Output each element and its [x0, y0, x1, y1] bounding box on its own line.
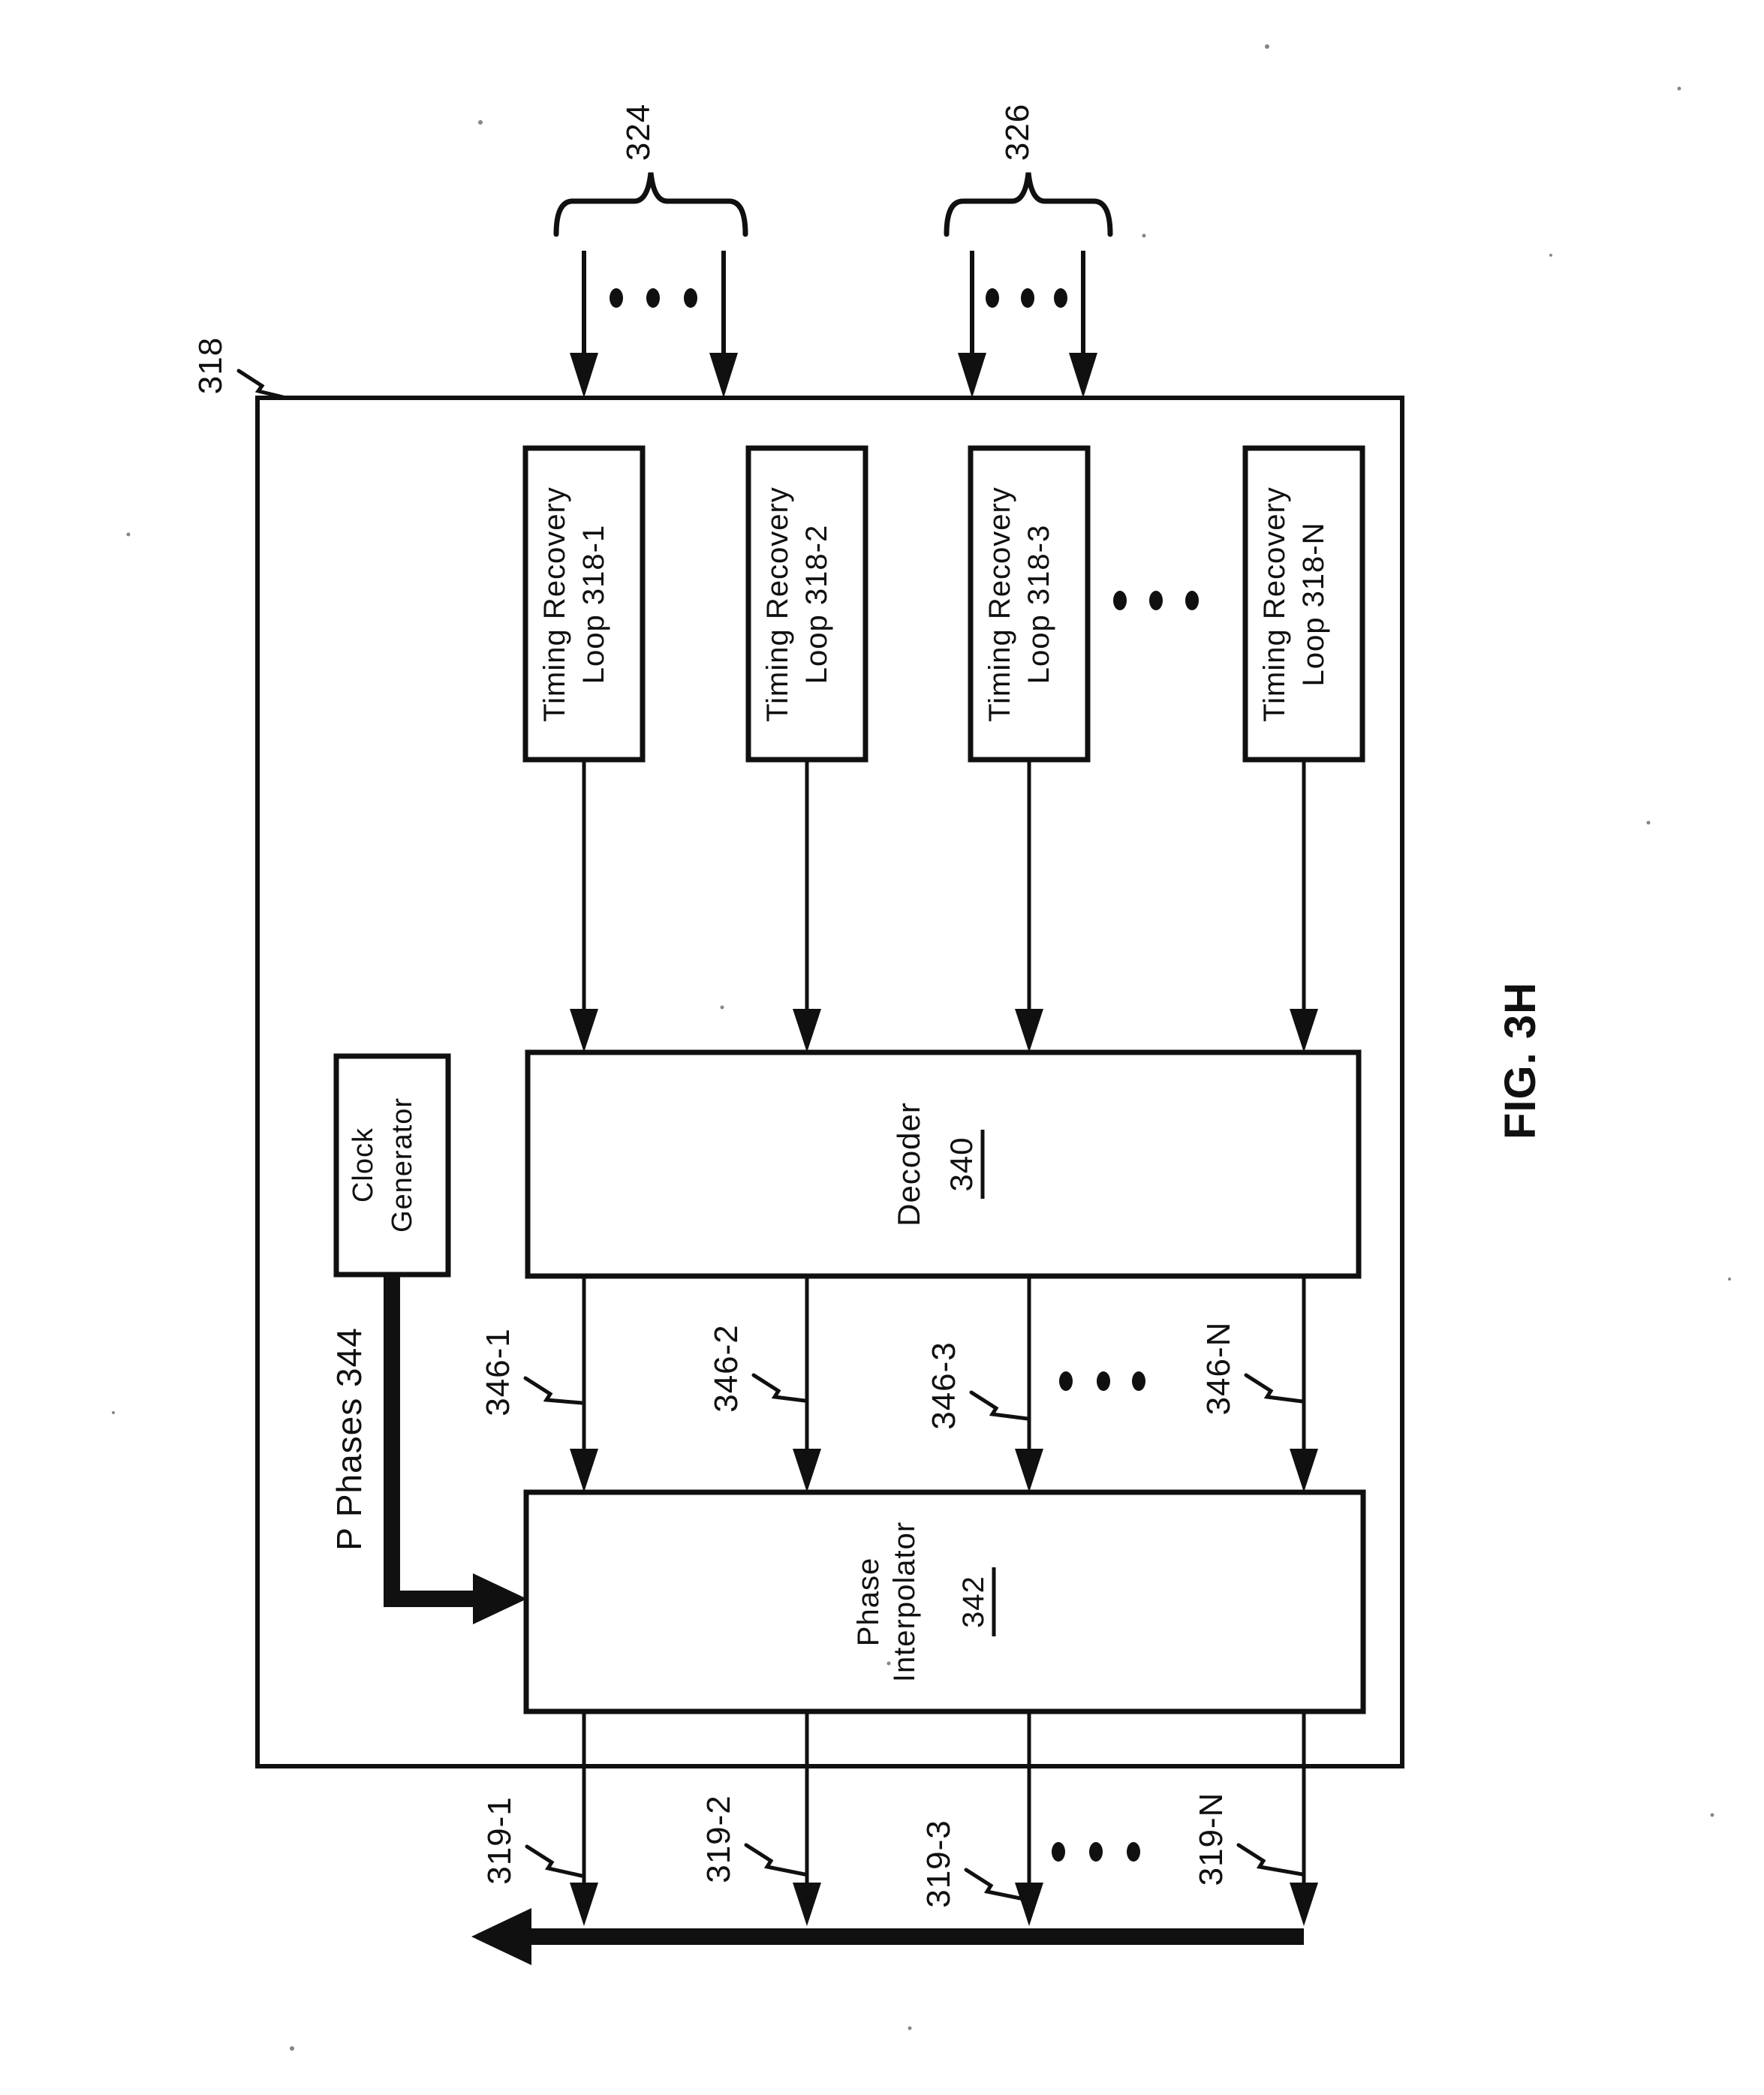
timing-loop-2-line1: Timing Recovery: [761, 486, 794, 722]
loop-to-decoder-arrowheads: [570, 1009, 1318, 1052]
decoder-title: Decoder: [891, 1102, 926, 1227]
decoder-ref-340: 340: [944, 1136, 979, 1192]
phase-interpolator-ref-342: 342: [957, 1576, 990, 1628]
figure-caption: FIG. 3H: [1496, 981, 1545, 1140]
brace-326: [947, 173, 1110, 234]
timing-loop-1-line1: Timing Recovery: [538, 486, 571, 722]
ellipsis-dots-346: [1059, 1371, 1145, 1391]
ref-label-318: 318: [192, 336, 229, 395]
timing-loop-1-line2: Loop 318-1: [577, 524, 610, 685]
loop-to-decoder-wires: [584, 760, 1304, 1012]
ref-label-346-2: 346-2: [708, 1324, 745, 1413]
timing-loop-3-line2: Loop 318-3: [1022, 524, 1055, 685]
ellipsis-dots-loops: [1113, 591, 1199, 610]
ref-label-346-1: 346-1: [480, 1328, 516, 1416]
timing-loop-N-line1: Timing Recovery: [1258, 486, 1291, 722]
clock-generator-line1: Clock: [348, 1127, 379, 1203]
leader-zigzag-346-1: [525, 1378, 582, 1403]
ref-label-319-1: 319-1: [481, 1796, 518, 1885]
output-bus-arrowhead: [471, 1908, 531, 1965]
input-arrows: [584, 251, 1083, 357]
ref-label-326: 326: [999, 103, 1036, 161]
ref-label-346-N: 346-N: [1200, 1321, 1237, 1416]
p-phases-bus: [392, 1275, 476, 1599]
timing-loop-N-line2: Loop 318-N: [1297, 522, 1330, 687]
brace-324: [556, 173, 745, 234]
clock-generator-line2: Generator: [387, 1097, 418, 1233]
leader-zigzag-319-N: [1239, 1845, 1302, 1874]
p-phases-bus-arrowhead: [473, 1573, 527, 1624]
leader-zigzag-346-N: [1246, 1375, 1302, 1401]
scan-speckles: [112, 44, 1731, 2051]
ref-label-319-2: 319-2: [700, 1795, 737, 1883]
ref-label-319-3: 319-3: [920, 1820, 957, 1908]
phase-interpolator-box: [526, 1492, 1363, 1711]
input-arrowheads: [570, 353, 1097, 398]
ellipsis-dots-input-1: [610, 288, 697, 308]
p-phases-label: P Phases 344: [330, 1327, 369, 1551]
leader-zigzag-319-2: [746, 1845, 805, 1874]
ref-label-319-N: 319-N: [1193, 1792, 1230, 1886]
ellipsis-dots-input-2: [986, 288, 1067, 308]
decoder-to-interpolator-arrowheads: [570, 1449, 1318, 1492]
leader-zigzag-318: [239, 371, 283, 397]
leader-zigzag-319-1: [527, 1847, 582, 1876]
phase-interpolator-line2: Interpolator: [888, 1521, 921, 1683]
ref-label-324: 324: [620, 103, 657, 161]
timing-loop-2-line2: Loop 318-2: [800, 524, 833, 685]
phase-interpolator-line1: Phase: [852, 1557, 885, 1647]
leader-zigzag-346-3: [971, 1392, 1028, 1419]
ellipsis-dots-319: [1052, 1842, 1140, 1862]
timing-loop-3-line1: Timing Recovery: [983, 486, 1016, 722]
leader-zigzag-346-2: [754, 1375, 805, 1401]
ref-label-346-3: 346-3: [926, 1341, 962, 1430]
